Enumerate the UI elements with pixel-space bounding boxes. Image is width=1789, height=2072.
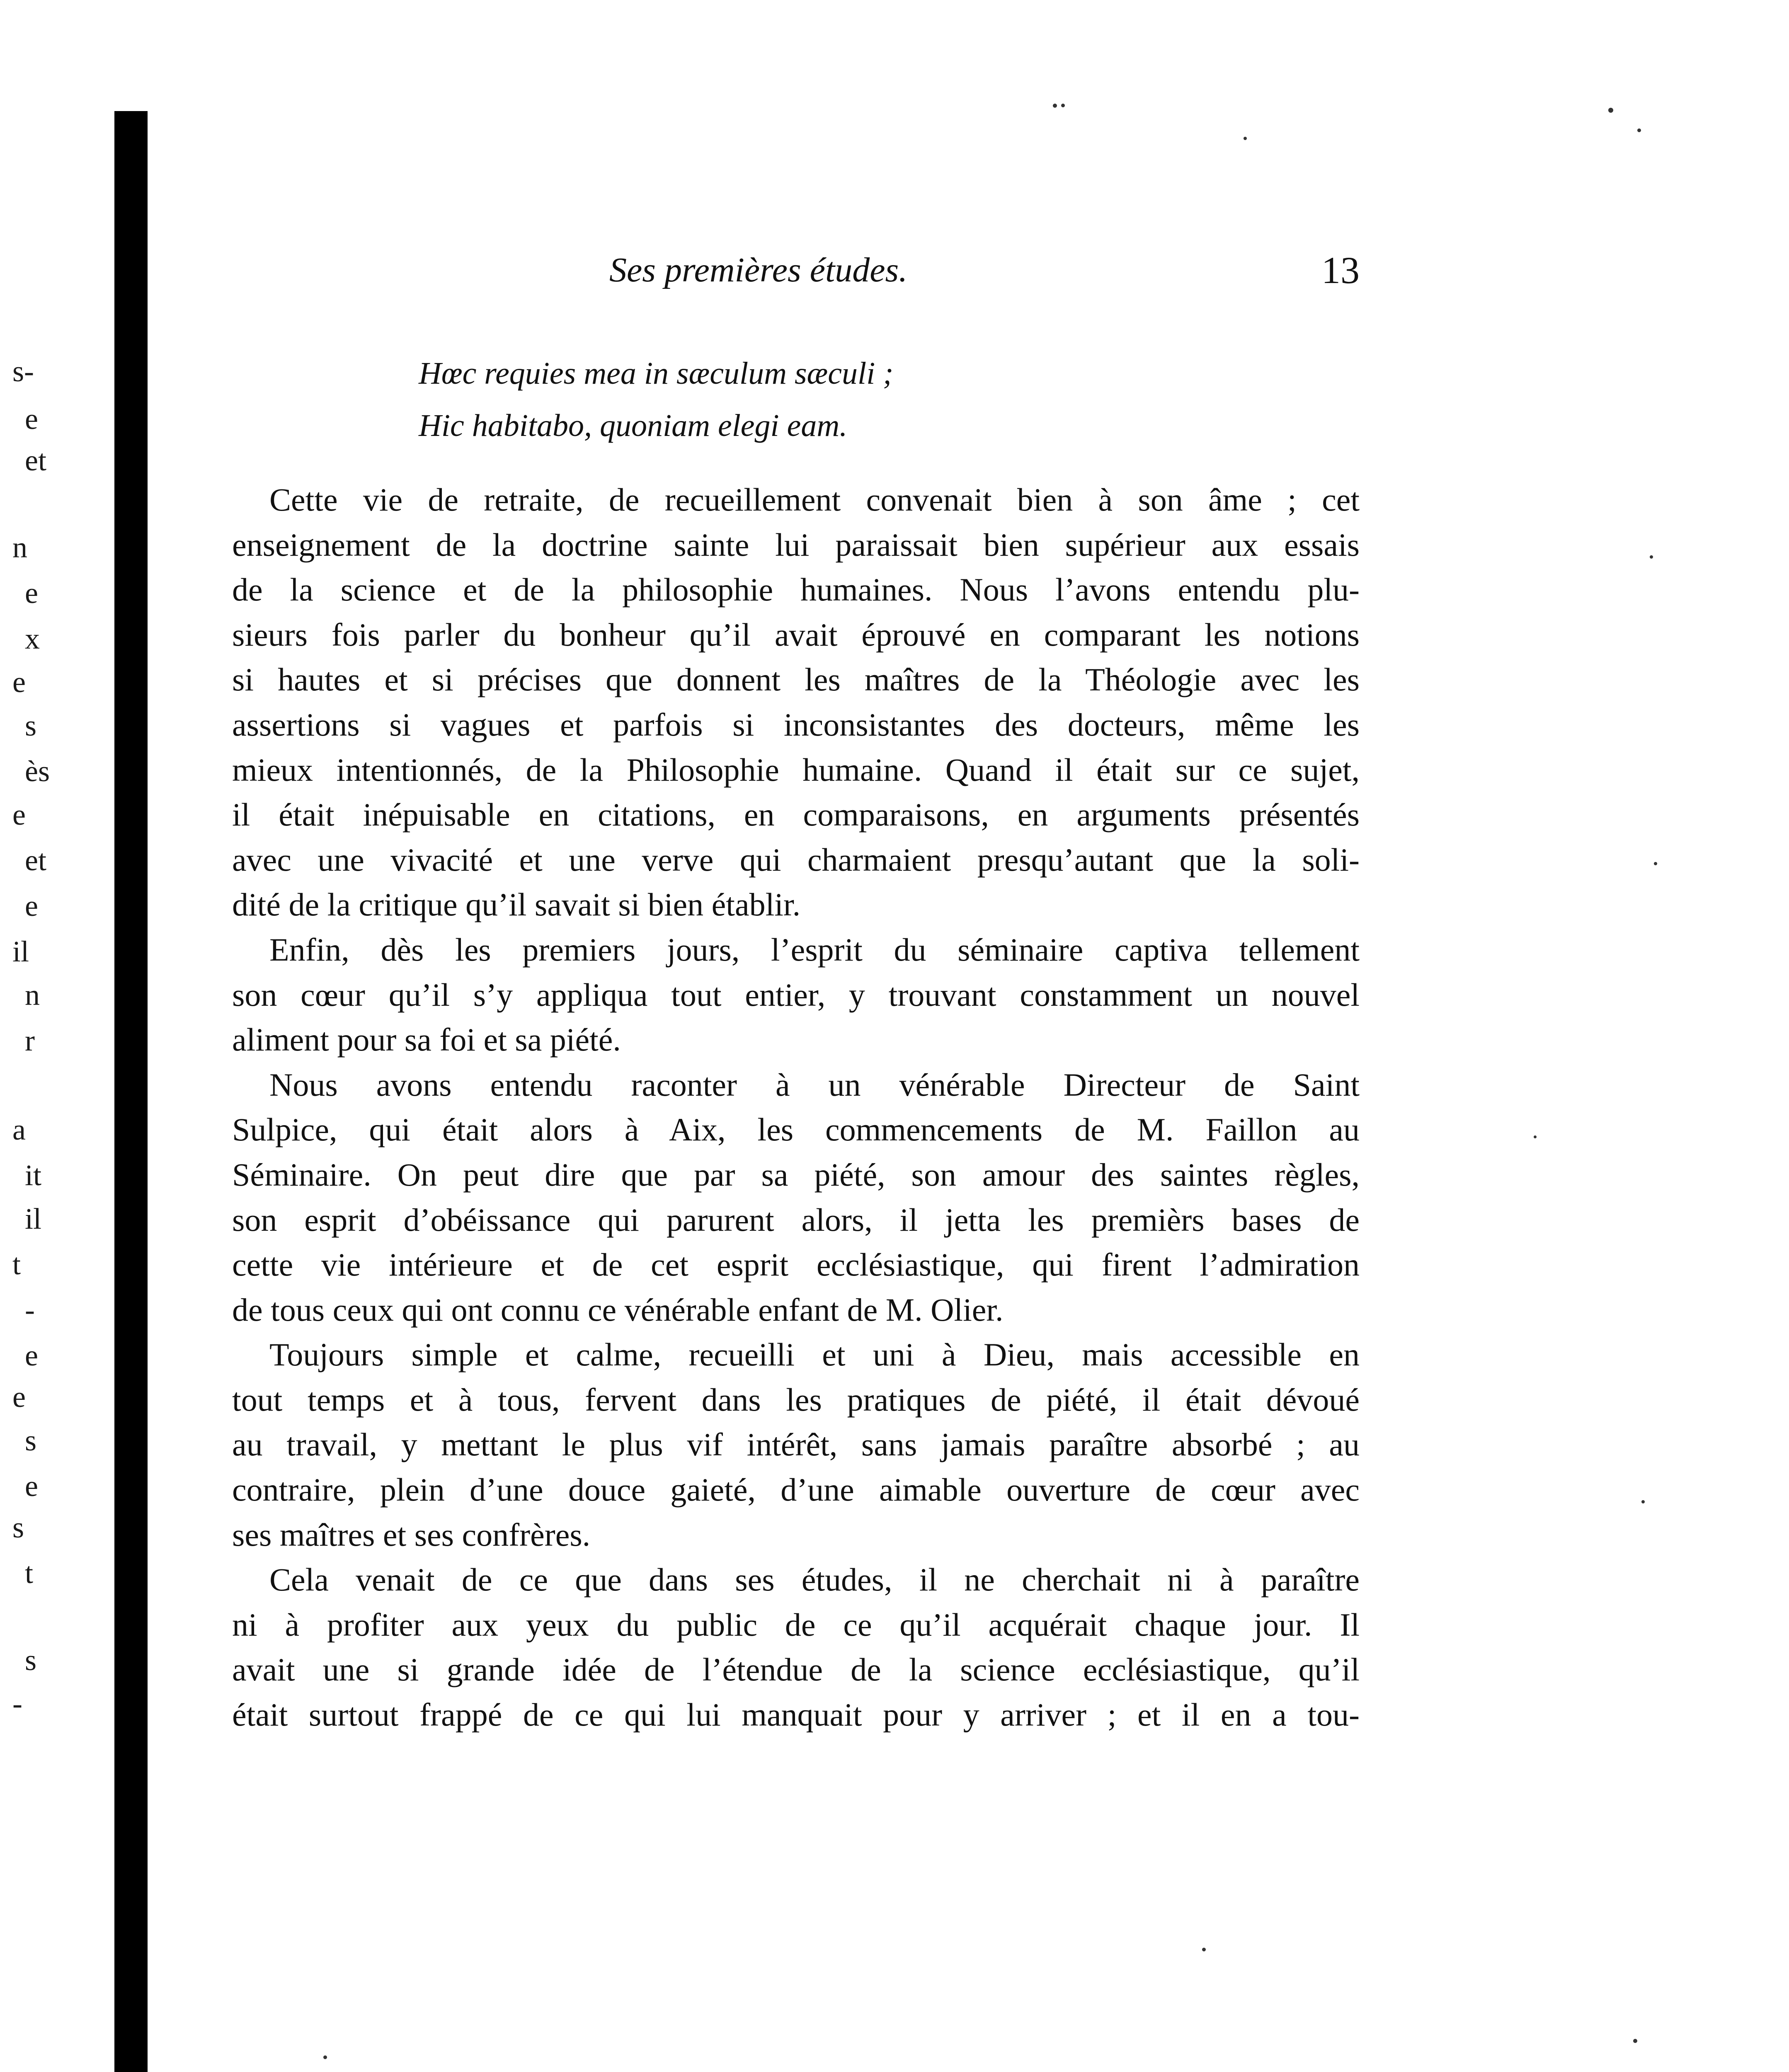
text-line: Enfin, dès les premiers jours, l’esprit du séminaire captiva tellement xyxy=(269,931,1360,968)
text-line: Nous avons entendu raconter à un vénérable Directeur de Saint xyxy=(269,1066,1360,1103)
text-line: son cœur qu’il s’y appliqua tout entier, y trouvant constamment un nouvel xyxy=(232,976,1360,1013)
text-line: était surtout frappé de ce qui lui manquait pour y arriver ; et il en a tou- xyxy=(232,1697,1360,1733)
text-line: avec une vivacité et une verve qui charmaient presqu’autant que la soli- xyxy=(232,841,1360,878)
text-line: Cela venait de ce que dans ses études, il ne cherchait ni à paraître xyxy=(269,1561,1360,1598)
page-number: 13 xyxy=(1321,249,1360,291)
facing-page-fragment: it xyxy=(25,1159,42,1192)
facing-page-fragment: - xyxy=(25,1293,35,1326)
scan-speck xyxy=(1637,128,1641,132)
facing-page-fragment: e xyxy=(12,666,26,699)
paragraph xyxy=(232,1557,1360,1737)
scan-speck xyxy=(1650,555,1653,559)
verse-line: Hœc requies mea in sæculum sæculi ; xyxy=(419,356,894,391)
text-line: Cette vie de retraite, de recueillement convenait bien à son âme ; cet xyxy=(269,482,1360,518)
facing-page-fragment: s xyxy=(25,709,37,742)
paragraph xyxy=(232,927,1360,1063)
latin-verse xyxy=(419,347,894,452)
facing-page-fragment: t xyxy=(12,1248,21,1281)
text-line: son esprit d’obéissance qui parurent alors, il jetta les premièrs bases de xyxy=(232,1201,1360,1238)
text-line: sieurs fois parler du bonheur qu’il avait éprouvé en comparant les notions xyxy=(232,616,1360,653)
scan-speck xyxy=(1534,1135,1537,1138)
text-line: il était inépuisable en citations, en comparaisons, en arguments présentés xyxy=(232,796,1360,833)
facing-page-fragment: e xyxy=(12,1380,26,1414)
text-line: cette vie intérieure et de cet esprit ecclésiastique, qui firent l’admiration xyxy=(232,1247,1360,1283)
facing-page-fragment: s xyxy=(25,1644,37,1677)
facing-page-fragment: et xyxy=(25,844,46,877)
facing-page-fragment: et xyxy=(25,444,46,477)
text-line: Séminaire. On peut dire que par sa piété, son amour des saintes règles, xyxy=(232,1156,1360,1193)
text-line: aliment pour sa foi et sa piété. xyxy=(232,1021,621,1058)
text-line: Sulpice, qui était alors à Aix, les commencements de M. Faillon au xyxy=(232,1111,1360,1148)
binding-shadow xyxy=(114,111,148,2072)
scan-speck xyxy=(1244,137,1247,140)
text-line: au travail, y mettant le plus vif intérêt, sans jamais paraître absorbé ; au xyxy=(232,1426,1360,1463)
facing-page-fragment: il xyxy=(25,1202,42,1235)
facing-page-fragment: e xyxy=(12,798,26,831)
facing-page-margin xyxy=(0,0,108,2072)
body-text xyxy=(232,477,1360,1738)
paragraph xyxy=(232,1332,1360,1557)
facing-page-fragment: e xyxy=(25,889,38,922)
running-title: Ses premières études. xyxy=(609,251,908,289)
text-line: si hautes et si précises que donnent les maîtres de la Théologie avec les xyxy=(232,661,1360,698)
facing-page-fragment: e xyxy=(25,1339,38,1372)
text-line: avait une si grande idée de l’étendue de la science ecclésiastique, qu’il xyxy=(232,1651,1360,1688)
running-head xyxy=(232,249,1360,298)
facing-page-fragment: - xyxy=(12,1687,22,1720)
facing-page-fragment: e xyxy=(25,576,38,610)
facing-page-fragment: s xyxy=(25,1424,37,1457)
facing-page-fragment: x xyxy=(25,622,40,655)
paragraph xyxy=(232,1063,1360,1333)
scan-speck xyxy=(1633,2039,1637,2043)
facing-page-fragment: il xyxy=(12,935,29,968)
text-line: contraire, plein d’une douce gaieté, d’une aimable ouverture de cœur avec xyxy=(232,1472,1360,1508)
scan-speck xyxy=(1202,1948,1206,1951)
text-line: tout temps et à tous, fervent dans les pratiques de piété, il était dévoué xyxy=(232,1381,1360,1418)
facing-page-fragment: s- xyxy=(12,355,34,388)
facing-page-fragment: a xyxy=(12,1113,26,1146)
facing-page-fragment: n xyxy=(25,978,40,1012)
text-line: mieux intentionnés, de la Philosophie humaine. Quand il était sur ce sujet, xyxy=(232,751,1360,788)
text-line: ses maîtres et ses confrères. xyxy=(232,1516,591,1553)
scan-speck xyxy=(323,2055,327,2059)
scan-speck xyxy=(1061,104,1065,107)
facing-page-fragment: r xyxy=(25,1024,35,1057)
text-line: enseignement de la doctrine sainte lui paraissait bien supérieur aux essais xyxy=(232,526,1360,563)
verse-line: Hic habitabo, quoniam elegi eam. xyxy=(419,408,848,443)
scan-speck xyxy=(1654,862,1657,865)
text-line: Toujours simple et calme, recueilli et uni à Dieu, mais accessible en xyxy=(269,1336,1360,1373)
scan-speck xyxy=(1608,108,1613,113)
paragraph xyxy=(232,477,1360,927)
scan-speck xyxy=(1053,104,1057,108)
facing-page-fragment: n xyxy=(12,531,27,564)
facing-page-fragment: ès xyxy=(25,755,50,788)
text-line: ni à profiter aux yeux du public de ce qu’il acquérait chaque jour. Il xyxy=(232,1606,1360,1643)
facing-page-fragment: t xyxy=(25,1556,34,1590)
text-line: assertions si vagues et parfois si inconsistantes des docteurs, même les xyxy=(232,706,1360,743)
text-line: de tous ceux qui ont connu ce vénérable enfant de M. Olier. xyxy=(232,1291,1004,1328)
scan-speck xyxy=(1641,1500,1645,1503)
text-line: dité de la critique qu’il savait si bien établir. xyxy=(232,886,801,923)
facing-page-fragment: e xyxy=(25,402,38,436)
text-line: de la science et de la philosophie humaines. Nous l’avons entendu plu- xyxy=(232,571,1360,608)
facing-page-fragment: s xyxy=(12,1511,24,1544)
facing-page-fragment: e xyxy=(25,1469,38,1503)
